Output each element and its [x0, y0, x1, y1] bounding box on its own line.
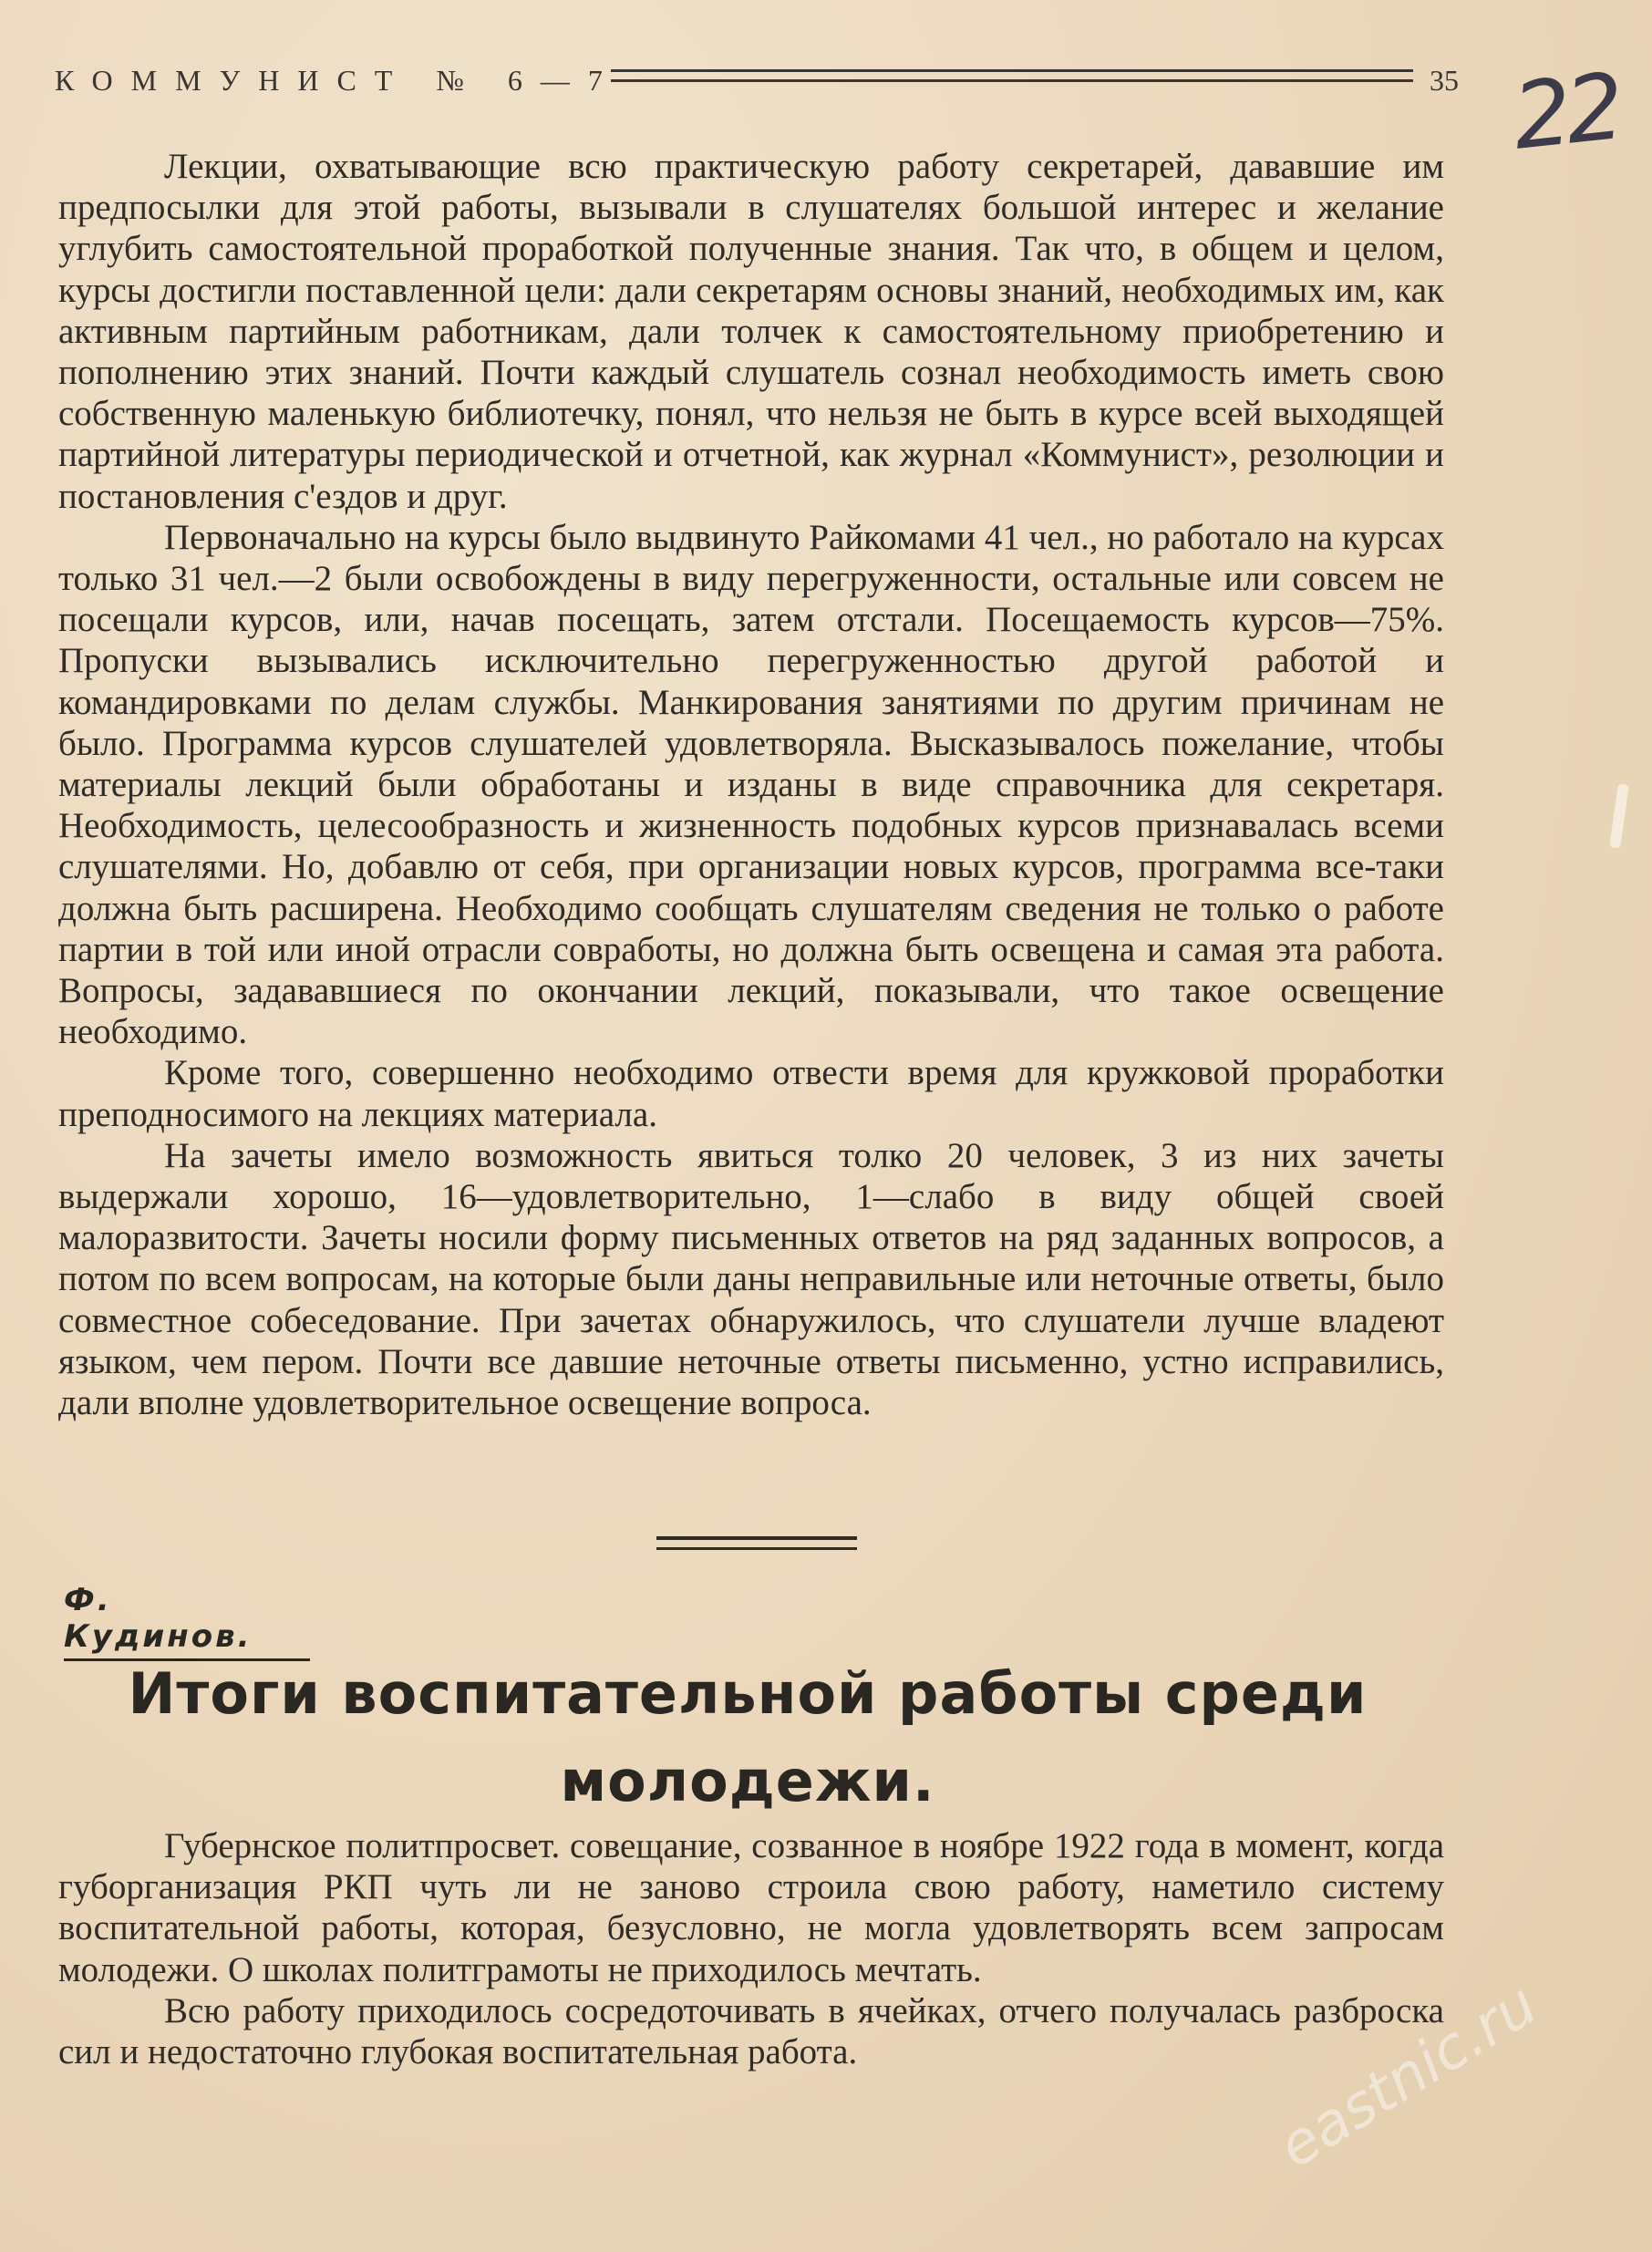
paragraph: Первоначально на курсы было выдвинуто Райкомами 41 чел., но работало на курсах только 31 чел.—2 были освобождены в виду перегруженности, остальные или совсем не посещали курсов, или, начав посещать, затем отстали. Посещаемость курсов—75%. Пропуски вызывались исключительно перегруженностью другой работой и командировками по делам службы. Манкирования занятиями по другим причинам не было. Программа курсов слушателей удовлетворяла. Высказывалось пожелание, чтобы материалы лекций были обработаны и изданы в виде справочника для секретаря. Необходимость, целесообразность и жизненность подобных курсов признавалась всеми слушателями. Но, добавлю от себя, при организации новых курсов, программа все-таки должна быть расширена. Необходимо сообщать слушателям сведения не только о работе партии в той или иной отрасли совработы, но должна быть освещена и самая эта работа. Вопросы, задававшиеся по окончании лекций, показывали, что такое освещение необходимо. — [58, 517, 1444, 1052]
paragraph: Губернское политпросвет. совещание, созванное в ноябре 1922 года в момент, когда губорганизация РКП чуть ли не заново строила свою работу, наметило систему воспитательной работы, которая, безусловно, не могла удовлетворять всем запросам молодежи. О школах политграмоты не приходилось мечтать. — [58, 1826, 1444, 1989]
article-title: Итоги воспитательной работы среди молодежи. — [128, 1660, 1368, 1814]
paragraph: На зачеты имело возможность явиться толко 20 человек, 3 из них зачеты выдержали хорошо, 16—удовлетворительно, 1—слабо в виду общей своей малоразвитости. Зачеты носили форму письменных ответов на ряд заданных вопросов, а потом по всем вопросам, на которые были даны неправильные или неточные ответы, было совместное собеседование. При зачетах обнаружилось, что слушатели лучше владеют языком, чем пером. Почти все давшие неточные ответы письменно, устно исправились, дали вполне удовлетворительное освещение вопроса. — [58, 1135, 1444, 1423]
paper-tear — [1609, 784, 1629, 849]
paragraph: Кроме того, совершенно необходимо отвести время для кружковой проработки преподносимого на лекциях материала. — [58, 1053, 1444, 1134]
header-rule — [611, 69, 1413, 82]
report-text — [58, 146, 1444, 1423]
article-text — [58, 1825, 1444, 2072]
paragraph: Лекции, охватывающие всю практическую работу секретарей, дававшие им предпосылки для этой работы, вызывали в слушателях большой интерес и желание углубить самостоятельной проработкой полученные знания. Так что, в общем и целом, курсы достигли поставленной цели: дали секретарям основы знаний, необходимых им, как активным партийным работникам, дали толчек к самостоятельному приобретению и пополнению этих знаний. Почти каждый слушатель сознал необходимость иметь свою собственную маленькую библиотечку, понял, что нельзя не быть в курсе всей выходящей партийной литературы периодической и отчетной, как журнал «Коммунист», резолюции и постановления с'ездов и друг. — [58, 147, 1444, 516]
article-author: Ф. Кудинов. — [64, 1582, 310, 1661]
paragraph: Всю работу приходилось сосредоточивать в ячейках, отчего получалась разброска сил и недостаточно глубокая воспитательная работа. — [58, 1990, 1444, 2072]
handwritten-folio-number: 22 — [1508, 53, 1625, 170]
site-watermark: eastnic.ru — [1267, 1970, 1549, 2182]
section-divider — [656, 1536, 857, 1550]
running-header — [55, 58, 1459, 106]
page-number: 35 — [1430, 64, 1459, 97]
journal-title: КОММУНИСТ № 6—7 — [55, 64, 621, 97]
